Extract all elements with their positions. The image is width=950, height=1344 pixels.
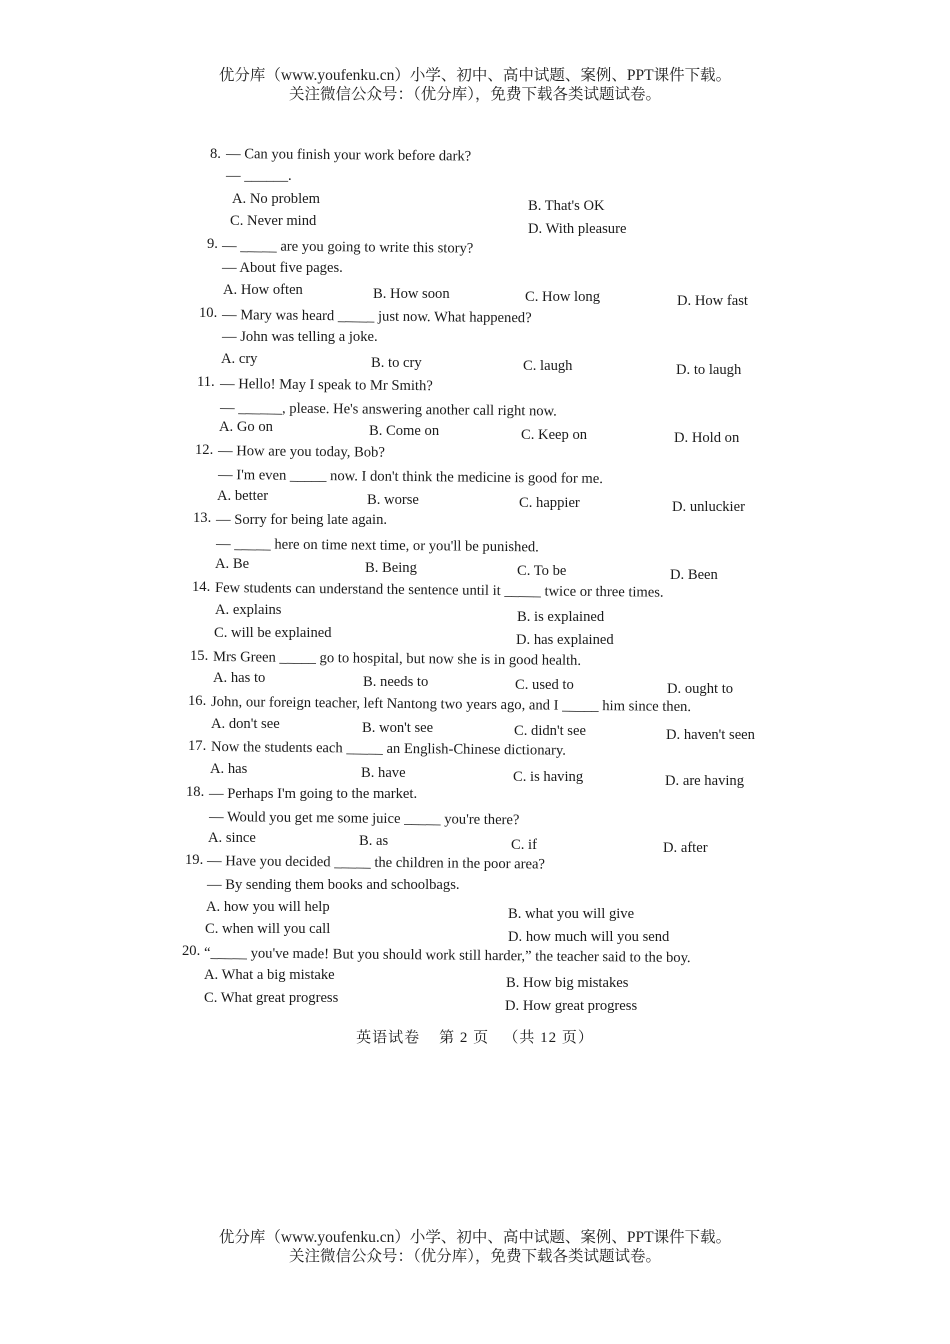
q8-option-a: A. No problem	[232, 191, 320, 207]
q11-option-c: C. Keep on	[521, 427, 588, 443]
q16-option-b: B. won't see	[362, 720, 434, 736]
q11-stem-line2: — ______, please. He's answering another call right now.	[219, 400, 557, 420]
q8-option-c: C. Never mind	[230, 213, 317, 229]
q13-option-c: C. To be	[517, 563, 567, 579]
q19-stem-line2: — By sending them books and schoolbags.	[207, 877, 460, 893]
q13-number: 13.	[193, 510, 212, 526]
q15-option-a: A. has to	[213, 670, 266, 686]
q12-stem-line1: — How are you today, Bob?	[217, 443, 385, 461]
banner-top-line2: 关注微信公众号：（优分库），免费下载各类试题试卷。	[288, 86, 661, 103]
q9-number: 9.	[207, 236, 218, 252]
q16-option-d: D. haven't seen	[666, 727, 755, 743]
q20-option-c: C. What great progress	[204, 990, 339, 1006]
q15-stem-line1: Mrs Green _____ go to hospital, but now she is in good health.	[212, 649, 582, 669]
q19-option-c: C. when will you call	[205, 921, 331, 937]
q8-option-b: B. That's OK	[528, 198, 605, 214]
q12-stem-line2: — I'm even _____ now. I don't think the medicine is good for me.	[217, 467, 603, 488]
q8-stem-line1: — Can you finish your work before dark?	[225, 146, 472, 165]
q16-option-a: A. don't see	[211, 716, 280, 732]
q17-option-d: D. are having	[665, 773, 745, 789]
q20-number: 20.	[182, 943, 201, 959]
footer-page: 第 2 页	[439, 1030, 490, 1046]
q17-number: 17.	[188, 738, 207, 754]
q18-option-a: A. since	[208, 830, 256, 846]
q19-stem-line1: — Have you decided _____ the children in the poor area?	[206, 853, 546, 873]
q18-number: 18.	[186, 784, 205, 800]
q12-option-a: A. better	[217, 488, 269, 504]
q9-option-d: D. How fast	[677, 293, 748, 309]
q9-stem-line2: — About five pages.	[222, 260, 343, 276]
q10-stem-line1: — Mary was heard _____ just now. What happened?	[221, 307, 532, 327]
q19-number: 19.	[185, 852, 204, 868]
q9-option-c: C. How long	[525, 289, 600, 305]
page-footer	[0, 1026, 950, 1047]
q20-option-a: A. What a big mistake	[204, 967, 335, 983]
q17-stem-line1: Now the students each _____ an English-Chinese dictionary.	[210, 739, 566, 759]
q14-option-c: C. will be explained	[214, 625, 332, 641]
q15-option-c: C. used to	[515, 677, 574, 693]
q12-option-b: B. worse	[367, 492, 419, 508]
q16-number: 16.	[188, 693, 207, 709]
q12-option-c: C. happier	[519, 495, 580, 511]
q19-option-b: B. what you will give	[508, 906, 635, 922]
q17-option-b: B. have	[361, 765, 406, 781]
q13-option-a: A. Be	[215, 556, 250, 572]
q15-option-b: B. needs to	[363, 674, 429, 690]
q18-option-c: C. if	[511, 837, 537, 853]
q10-option-b: B. to cry	[371, 355, 422, 371]
q20-option-b: B. How big mistakes	[506, 975, 629, 991]
q13-option-d: D. Been	[670, 567, 718, 583]
q14-stem-line1: Few students can understand the sentence until it _____ twice or three times.	[214, 580, 664, 601]
q10-option-a: A. cry	[221, 351, 258, 367]
q8-stem-line2: — ______.	[226, 168, 292, 184]
q12-number: 12.	[195, 442, 214, 458]
banner-bottom-line2: 关注微信公众号：（优分库），免费下载各类试题试卷。	[288, 1248, 661, 1265]
q8-number: 8.	[210, 146, 221, 162]
q14-number: 14.	[192, 579, 211, 595]
q16-option-c: C. didn't see	[514, 723, 586, 739]
q15-number: 15.	[190, 648, 209, 664]
q11-number: 11.	[197, 374, 215, 390]
footer-total: （共 12 页）	[503, 1030, 594, 1046]
q14-option-d: D. has explained	[516, 632, 614, 648]
q14-option-b: B. is explained	[517, 609, 605, 625]
q9-stem-line1: — _____ are you going to write this story?	[221, 238, 474, 257]
q19-option-d: D. how much will you send	[508, 929, 670, 945]
q18-stem-line2: — Would you get me some juice _____ you're there?	[208, 809, 520, 829]
q10-option-d: D. to laugh	[676, 362, 742, 378]
banner-bottom	[0, 1228, 950, 1266]
footer-subject: 英语试卷	[356, 1030, 421, 1046]
q11-stem-line1: — Hello! May I speak to Mr Smith?	[219, 376, 433, 395]
q12-option-d: D. unluckier	[672, 499, 745, 515]
banner-bottom-line1: 优分库（www.youfenku.cn）小学、初中、高中试题、案例、PPT课件下载。	[218, 1229, 732, 1246]
q20-stem-line1: “_____ you've made! But you should work still harder,” the teacher said to the boy.	[203, 945, 691, 967]
q17-option-c: C. is having	[513, 769, 584, 785]
q16-stem-line1: John, our foreign teacher, left Nantong two years ago, and I _____ him since then.	[210, 694, 692, 716]
q10-stem-line2: — John was telling a joke.	[222, 329, 378, 345]
q9-option-b: B. How soon	[373, 286, 450, 302]
q13-stem-line1: — Sorry for being late again.	[216, 512, 388, 528]
q10-number: 10.	[199, 305, 218, 321]
q20-option-d: D. How great progress	[505, 998, 638, 1014]
banner-top-line1: 优分库（www.youfenku.cn）小学、初中、高中试题、案例、PPT课件下载。	[218, 67, 732, 84]
q11-option-a: A. Go on	[219, 419, 273, 435]
q13-option-b: B. Being	[365, 560, 417, 576]
q11-option-d: D. Hold on	[674, 430, 740, 446]
q18-option-b: B. as	[359, 833, 389, 849]
q18-stem-line1: — Perhaps I'm going to the market.	[209, 786, 418, 802]
banner-top	[0, 66, 950, 104]
q17-option-a: A. has	[210, 761, 248, 777]
q14-option-a: A. explains	[215, 602, 282, 618]
q8-option-d: D. With pleasure	[528, 221, 627, 237]
q15-option-d: D. ought to	[667, 681, 734, 697]
q9-option-a: A. How often	[223, 282, 303, 298]
q10-option-c: C. laugh	[523, 358, 573, 374]
q18-option-d: D. after	[663, 840, 708, 856]
q11-option-b: B. Come on	[369, 423, 440, 439]
q19-option-a: A. how you will help	[206, 899, 330, 915]
q13-stem-line2: — _____ here on time next time, or you'll be punished.	[215, 536, 539, 556]
